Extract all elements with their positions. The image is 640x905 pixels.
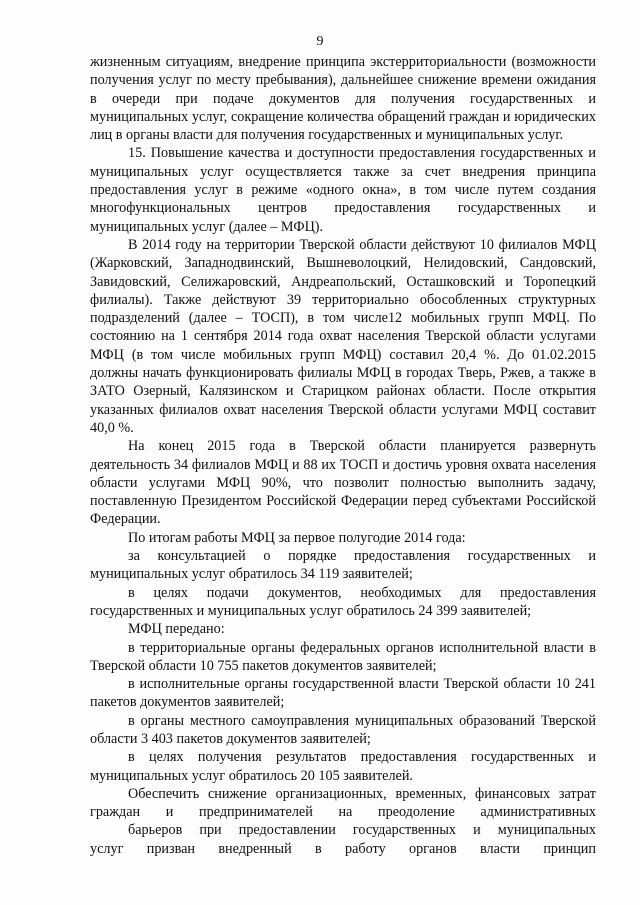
document-body <box>90 53 596 858</box>
paragraph-consultations: за консультацией о порядке предоставления государственных и муниципальных услуг обратилось 34 119 заявителей; <box>90 548 596 583</box>
paragraph-reduce-costs: Обеспечить снижение организационных, временных, финансовых затрат граждан и предпринимателей на преодоление административных <box>90 785 596 821</box>
paragraph-local-government: в органы местного самоуправления муниципальных образований Тверской области 3 403 пакетов документов заявителей; <box>90 712 596 747</box>
paragraph-continuation: жизненным ситуациям, внедрение принципа экстерриториальности (возможности получения услуг по месту пребывания), дальнейшее снижение времени ожидания в очереди при подаче документов для получения государственных и муниципальных услуг, сокращение количества обращений граждан и юридических лиц в органы власти для получения государственных и муниципальных услуг. <box>90 54 596 144</box>
paragraph-mfc-2015-plan: На конец 2015 года в Тверской области планируется развернуть деятельность 34 филиалов МФЦ и 88 их ТОСП и достичь уровня охвата населения области услугами МФЦ 90%, что позволит полностью выполнить задачу, поставленную Президентом Российской Федерации перед субъектами Российской Федерации. <box>90 438 596 528</box>
paragraph-transferred-intro: МФЦ передано: <box>128 621 225 638</box>
paragraph-barriers: барьеров при предоставлении государственных и муниципальных <box>128 822 596 839</box>
paragraph-results-intro: По итогам работы МФЦ за первое полугодие 2014 года: <box>128 529 466 546</box>
paragraph-results-received: в целях получения результатов предоставления государственных и муниципальных услуг обратилось 20 105 заявителей. <box>90 749 596 784</box>
paragraph-item-15: 15. Повышение качества и доступности предоставления государственных и муниципальных услуг осуществляется также за счет внедрения принципа предоставления услуг в режиме «одного окна», в том числе путем создания многофункциональных центров предоставления государственных и муниципальных услуг (далее – МФЦ). <box>90 145 596 235</box>
paragraph-federal-bodies: в территориальные органы федеральных органов исполнительной власти в Тверской области 10 755 пакетов документов заявителей; <box>90 639 596 674</box>
paragraph-mfc-2014: В 2014 году на территории Тверской области действуют 10 филиалов МФЦ (Жарковский, Западнодвинский, Вышневолоцкий, Нелидовский, Сандовский, Завидовский, Селижаровский, Андреапольский, Осташковский и Торопецкий филиалы). Также действуют 39 территориально обособленных структурных подразделений (далее – ТОСП), в том числе12 мобильных групп МФЦ. По состоянию на 1 сентября 2014 года охват населения Тверской области услугами МФЦ (в том числе мобильных групп МФЦ) составил 20,4 %. До 01.02.2015 должны начать функционировать филиалы МФЦ в городах Тверь, Ржев, а также в ЗАТО Озерный, Калязинском и Старицком районах области. После открытия указанных филиалов охват населения Тверской области услугами МФЦ составит 40,0 %. <box>90 236 596 436</box>
paragraph-principle: услуг призван внедренный в работу органов власти принцип <box>90 840 596 857</box>
paragraph-regional-bodies: в исполнительные органы государственной власти Тверской области 10 241 пакетов документов заявителей; <box>90 676 596 711</box>
paragraph-document-submissions: в целях подачи документов, необходимых для предоставления государственных и муниципальных услуг обратилось 24 399 заявителей; <box>90 584 596 619</box>
page-number: 9 <box>316 34 324 49</box>
